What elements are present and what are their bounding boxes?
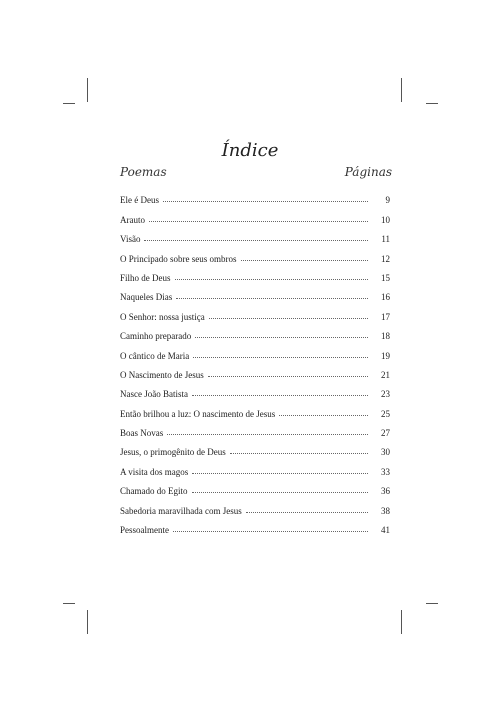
toc-entry-label: Jesus, o primogênito de Deus [120,447,226,458]
toc-entry [120,457,390,476]
toc-entry-label: O Senhor: nossa justiça [120,311,205,322]
dot-leader [149,221,368,222]
toc-entry-label: Caminho preparado [120,331,192,342]
crop-mark-top-left-horizontal [63,103,75,104]
toc-entry-label: Filho de Deus [120,272,171,283]
toc-entry-page: 33 [381,466,390,477]
toc-entry-page: 19 [381,350,390,361]
toc-entry [120,322,390,341]
crop-mark-bottom-right-vertical [401,610,402,634]
toc-entry-page: 38 [381,505,390,516]
dot-leader [209,318,368,319]
toc-entry-page: 10 [381,214,390,225]
toc-entry-label: Naqueles Dias [120,292,173,303]
toc-entry-page: 25 [381,408,390,419]
toc-entry-label: Então brilhou a luz: O nascimento de Jesus [120,408,276,419]
table-of-contents [120,186,390,535]
crop-mark-top-left-vertical [87,78,88,102]
dot-leader [246,512,368,513]
dot-leader [193,357,368,358]
toc-entry [120,399,390,418]
page-title: Índice [221,140,279,161]
dot-leader [176,298,368,299]
toc-entry-page: 27 [381,428,390,439]
toc-entry [120,496,390,515]
toc-entry [120,341,390,360]
toc-entry-label: Pessoalmente [120,525,169,536]
toc-entry-page: 30 [381,447,390,458]
dot-leader [279,415,368,416]
toc-entry-label: Arauto [120,214,145,225]
toc-entry-page: 11 [381,234,390,245]
toc-entry-label: Boas Novas [120,428,164,439]
dot-leader [208,376,368,377]
dot-leader [144,240,368,241]
toc-entry-page: 17 [381,311,390,322]
dot-leader [195,337,368,338]
toc-entry [120,477,390,496]
toc-entry [120,516,390,535]
column-header-poems: Poemas [120,165,167,179]
toc-entry-page: 21 [381,369,390,380]
crop-mark-top-right-vertical [401,78,402,102]
toc-entry-label: O cântico de Maria [120,350,190,361]
toc-entry-label: O Principado sobre seus ombros [120,253,237,264]
toc-entry [120,225,390,244]
toc-entry [120,205,390,224]
toc-entry [120,244,390,263]
crop-mark-bottom-left-vertical [87,610,88,634]
toc-entry [120,186,390,205]
toc-entry-label: A visita dos magos [120,466,189,477]
toc-entry [120,264,390,283]
dot-leader [230,453,368,454]
toc-entry [120,361,390,380]
toc-entry [120,438,390,457]
toc-entry-page: 36 [381,486,390,497]
crop-mark-bottom-left-horizontal [63,603,75,604]
toc-entry-page: 9 [385,195,390,206]
dot-leader [175,279,369,280]
toc-entry [120,283,390,302]
toc-entry [120,302,390,321]
toc-entry [120,380,390,399]
toc-entry-page: 12 [381,253,390,264]
crop-mark-top-right-horizontal [426,103,438,104]
dot-leader [241,260,369,261]
column-header-pages: Páginas [344,165,392,179]
toc-entry-page: 18 [381,331,390,342]
toc-entry-page: 15 [381,272,390,283]
crop-mark-bottom-right-horizontal [426,603,438,604]
toc-entry-page: 23 [381,389,390,400]
toc-entry-label: Visão [120,234,141,245]
dot-leader [192,395,368,396]
dot-leader [167,434,368,435]
dot-leader [192,492,369,493]
toc-entry-label: Ele é Deus [120,195,159,206]
dot-leader [163,201,368,202]
dot-leader [173,531,368,532]
toc-entry-label: Nasce João Batista [120,389,188,400]
toc-entry-page: 41 [381,525,390,536]
toc-entry [120,419,390,438]
dot-leader [192,473,368,474]
toc-entry-label: O Nascimento de Jesus [120,369,204,380]
toc-entry-label: Chamado do Egito [120,486,188,497]
toc-entry-label: Sabedoria maravilhada com Jesus [120,505,242,516]
toc-entry-page: 16 [381,292,390,303]
